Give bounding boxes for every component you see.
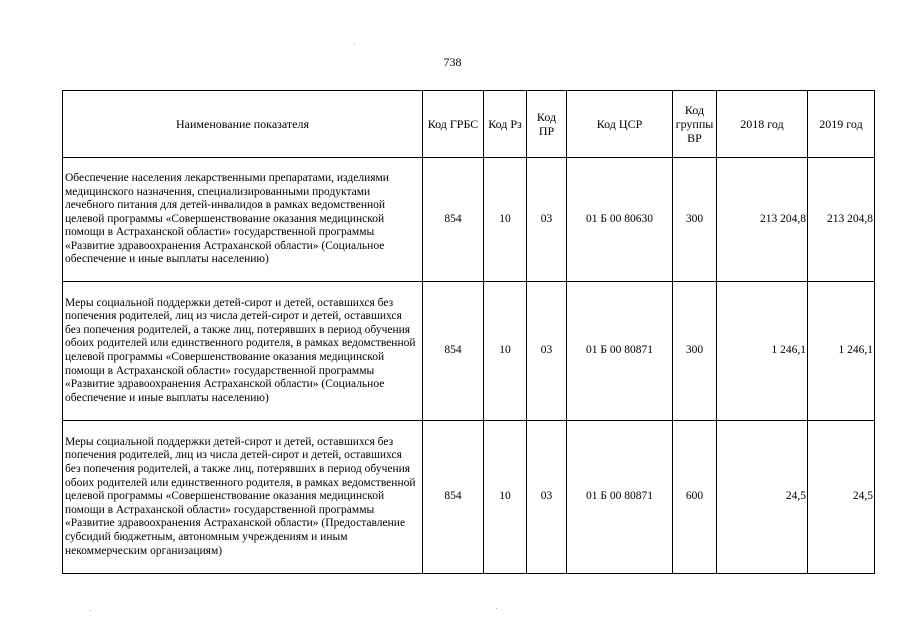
row-csr: 01 Б 00 80630 — [567, 158, 673, 282]
row-pr: 03 — [527, 421, 567, 574]
header-vr: Код группы ВР — [673, 91, 717, 158]
row-rz: 10 — [484, 421, 527, 574]
row-csr: 01 Б 00 80871 — [567, 421, 673, 574]
header-rz: Код Рз — [484, 91, 527, 158]
header-name: Наименование показателя — [63, 91, 423, 158]
table-row — [63, 421, 875, 574]
header-2019: 2019 год — [808, 91, 875, 158]
scan-speck — [496, 608, 497, 609]
row-vr: 600 — [673, 421, 717, 574]
header-2018: 2018 год — [717, 91, 808, 158]
row-vr: 300 — [673, 282, 717, 421]
row-grbs: 854 — [423, 158, 484, 282]
row-csr: 01 Б 00 80871 — [567, 282, 673, 421]
row-vr: 300 — [673, 158, 717, 282]
page-number: 738 — [443, 55, 462, 69]
row-rz: 10 — [484, 158, 527, 282]
header-grbs: Код ГРБС — [423, 91, 484, 158]
row-grbs: 854 — [423, 421, 484, 574]
row-pr: 03 — [527, 282, 567, 421]
row-2018: 1 246,1 — [717, 282, 808, 421]
row-rz: 10 — [484, 282, 527, 421]
row-2019: 1 246,1 — [808, 282, 875, 421]
scan-speck — [90, 610, 91, 611]
row-2019: 24,5 — [808, 421, 875, 574]
scan-speck — [354, 44, 355, 45]
row-grbs: 854 — [423, 282, 484, 421]
row-name: Меры социальной поддержки детей-сирот и детей, оставшихся без попечения родителей, лиц из числа детей-сирот и детей, оставшихся без попечения родителей, а также лиц, потерявших в период обучения обоих родителей или единственного родителя, в рамках ведомственной целевой программы «Совершенствование оказания медицинской помощи в Астраханской области» государственной программы «Развитие здравоохранения Астраханской области» (Предоставление субсидий бюджетным, автономным учреждениям и иным некоммерческим организациям) — [63, 421, 423, 574]
row-name: Обеспечение населения лекарственными препаратами, изделиями медицинского назначения, специализированными продуктами лечебного питания для детей-инвалидов в рамках ведомственной целевой программы «Совершенствование оказания медицинской помощи в Астраханской области» государственной программы «Развитие здравоохранения Астраханской области» (Социальное обеспечение и иные выплаты населению) — [63, 158, 423, 282]
row-name: Меры социальной поддержки детей-сирот и детей, оставшихся без попечения родителей, лиц из числа детей-сирот и детей, оставшихся без попечения родителей, а также лиц, потерявших в период обучения обоих родителей или единственного родителя, в рамках ведомственной целевой программы «Совершенствование оказания медицинской помощи в Астраханской области» государственной программы «Развитие здравоохранения Астраханской области» (Социальное обеспечение и иные выплаты населению) — [63, 282, 423, 421]
header-csr: Код ЦСР — [567, 91, 673, 158]
table-row — [63, 282, 875, 421]
row-2019: 213 204,8 — [808, 158, 875, 282]
row-2018: 213 204,8 — [717, 158, 808, 282]
header-pr: Код ПР — [527, 91, 567, 158]
row-pr: 03 — [527, 158, 567, 282]
budget-table — [62, 90, 875, 574]
row-2018: 24,5 — [717, 421, 808, 574]
table-header-row — [63, 91, 875, 158]
table-row — [63, 158, 875, 282]
